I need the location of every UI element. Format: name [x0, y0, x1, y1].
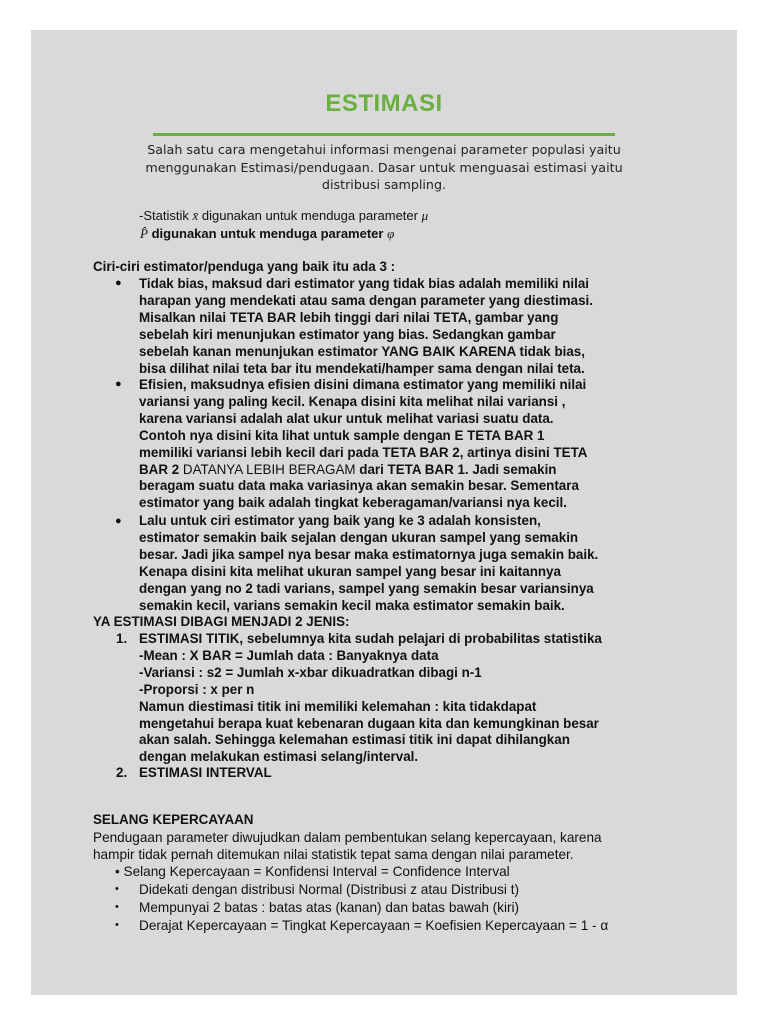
- text-line: BAR 2 DATANYA LEBIH BERAGAM dari TETA BAR 1. Jadi semakin: [139, 461, 557, 477]
- phi-symbol: φ: [387, 226, 395, 241]
- selang-paragraph: [93, 829, 602, 863]
- text-line: ESTIMASI TITIK, sebelumnya kita sudah pelajari di probabilitas statistika: [139, 631, 602, 646]
- bullet-icon: ●: [115, 378, 122, 390]
- mu-symbol: μ: [421, 208, 429, 223]
- text-line: Lalu untuk ciri estimator yang baik yang ke 3 adalah konsisten,: [139, 513, 541, 528]
- text-line: Namun diestimasi titik ini memiliki kelemahan : kita tidakdapat: [139, 698, 537, 714]
- text-line: Misalkan nilai TETA BAR lebih tinggi dari nilai TETA, gambar yang: [139, 309, 559, 325]
- selang-item-2: Didekati dengan distribusi Normal (Distribusi z atau Distribusi t): [139, 882, 520, 897]
- statistik-line-1: -Statistik x̄ digunakan untuk menduga parameter μ: [139, 208, 429, 223]
- text-line: Contoh nya disini kita lihat untuk sample dengan E TETA BAR 1: [139, 427, 545, 443]
- text-line: karena variansi adalah alat ukur untuk melihat variasi suatu data.: [139, 410, 554, 426]
- document-page: [31, 30, 737, 995]
- text-line: variansi yang paling kecil. Kenapa disini kita melihat nilai variansi ,: [139, 393, 566, 409]
- text-line: semakin kecil, varians semakin kecil maka estimator semakin baik.: [139, 597, 565, 613]
- text-line: akan salah. Sehingga kelemahan estimasi titik ini dapat dihilangkan: [139, 732, 570, 748]
- selang-item-4: Derajat Kepercayaan = Tingkat Kepercayaan = Koefisien Kepercayaan = 1 - α: [139, 918, 609, 933]
- text-line: dengan yang no 2 tadi varians, sampel yang semakin besar variansinya: [139, 580, 594, 596]
- text-line: -Proporsi : x per n: [139, 681, 255, 697]
- text-line: sebelah kanan menunjukan estimator YANG BAIK KARENA tidak bias,: [139, 343, 585, 359]
- selang-heading: SELANG KEPERCAYAAN: [93, 812, 254, 827]
- text-line: Efisien, maksudnya efisien disini dimana estimator yang memiliki nilai: [139, 377, 587, 392]
- bullet-icon: •: [115, 919, 119, 931]
- bullet-icon: •: [115, 883, 119, 895]
- phat-symbol: P̂: [140, 226, 148, 241]
- text-line: sebelah kiri menunjukan estimator yang bias. Sedangkan gambar: [139, 326, 556, 342]
- title-underline: [153, 133, 615, 136]
- text-line: Tidak bias, maksud dari estimator yang tidak bias adalah memiliki nilai: [139, 276, 589, 291]
- text-line: -Mean : X BAR = Jumlah data : Banyaknya data: [139, 647, 439, 663]
- text-line: estimator yang baik adalah tingkat keberagaman/variansi nya kecil.: [139, 495, 567, 511]
- text-line: bisa dilihat nilai teta bar itu mendekati/hamper sama dengan nilai teta.: [139, 360, 585, 376]
- text-line: beragam suatu data maka variasinya akan semakin besar. Sementara: [139, 478, 579, 494]
- selang-item-3: Mempunyai 2 batas : batas atas (kanan) dan batas bawah (kiri): [139, 900, 520, 915]
- text-line: hampir tidak pernah ditemukan nilai statistik tepat sama dengan nilai parameter.: [93, 847, 574, 862]
- text-line: besar. Jadi jika sampel nya besar maka estimatornya juga semakin baik.: [139, 546, 599, 562]
- statistik-line-2: P̂ digunakan untuk menduga parameter φ: [140, 226, 395, 241]
- document-title: ESTIMASI: [325, 90, 443, 117]
- text-line: -Variansi : s2 = Jumlah x-xbar dikuadratkan dibagi n-1: [139, 664, 482, 680]
- bullet-icon: •: [115, 901, 119, 913]
- jenis-item-1: [139, 631, 602, 766]
- text-line: harapan yang mendekati atau sama dengan parameter yang diestimasi.: [139, 292, 593, 308]
- ciri-bullet-2: [139, 377, 587, 512]
- text-line: estimator semakin baik sejalan dengan ukuran sampel yang semakin: [139, 529, 579, 545]
- ciri-heading: Ciri-ciri estimator/penduga yang baik itu ada 3 :: [93, 259, 396, 274]
- text-line: Kenapa disini kita melihat ukuran sampel yang besar ini kaitannya: [139, 563, 561, 579]
- ciri-bullet-3: [139, 513, 598, 614]
- text-line: Pendugaan parameter diwujudkan dalam pembentukan selang kepercayaan, karena: [93, 830, 602, 845]
- bullet-icon: ●: [115, 277, 122, 289]
- text-line: mengetahui berapa kuat kebenaran dugaan kita dan kemungkinan besar: [139, 715, 599, 731]
- intro-paragraph: Salah satu cara mengetahui informasi mengenai parameter populasi yaitu menggunakan Estimasi/pendugaan. Dasar untuk menguasai estimasi yaitu distribusi sampling.: [145, 142, 623, 192]
- jenis-heading: YA ESTIMASI DIBAGI MENJADI 2 JENIS:: [93, 614, 350, 629]
- selang-item-1: • Selang Kepercayaan = Konfidensi Interval = Confidence Interval: [115, 864, 510, 879]
- xbar-symbol: x̄: [192, 208, 199, 223]
- text-line: dengan melakukan estimasi selang/interval.: [139, 749, 419, 765]
- ciri-bullet-1: [139, 276, 593, 377]
- list-number: 2.: [116, 765, 128, 780]
- bullet-icon: ●: [115, 515, 122, 527]
- jenis-item-2: ESTIMASI INTERVAL: [139, 765, 272, 780]
- list-number: 1.: [116, 631, 128, 646]
- text-line: memiliki variansi lebih kecil dari pada TETA BAR 2, artinya disini TETA: [139, 444, 588, 460]
